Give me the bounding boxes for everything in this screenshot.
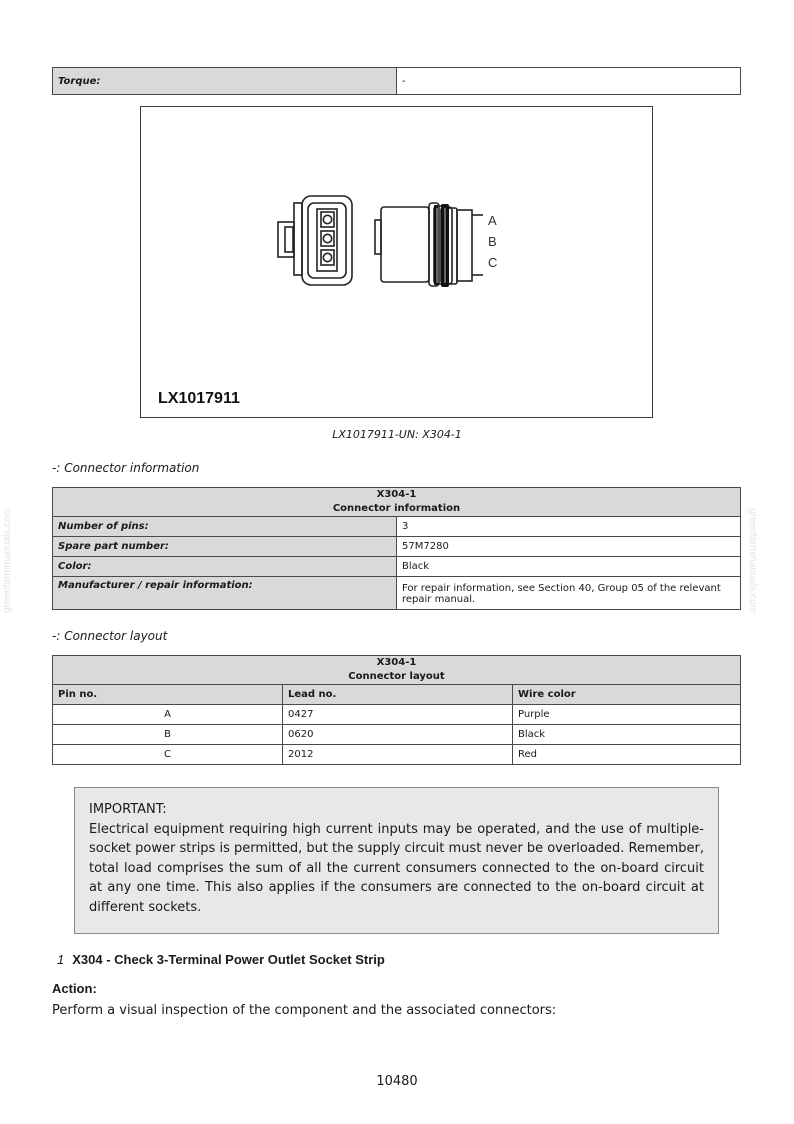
table-row <box>53 745 741 765</box>
wire-color-cell: Black <box>513 725 741 745</box>
pin-cell: A <box>53 705 283 725</box>
page-number: 10480 <box>376 1074 418 1089</box>
step-title: X304 - Check 3-Terminal Power Outlet Socket Strip <box>72 952 385 967</box>
connector-figure <box>140 106 653 418</box>
figure-caption: LX1017911-UN: X304-1 <box>332 428 462 441</box>
table-row <box>53 577 741 610</box>
layout-table-title <box>53 656 741 685</box>
table-row <box>53 557 741 577</box>
connector-layout-table <box>52 655 741 765</box>
table-row <box>53 537 741 557</box>
row-label: Spare part number: <box>53 537 397 557</box>
pin-cell: B <box>53 725 283 745</box>
column-header-pin: Pin no. <box>53 685 283 705</box>
table-row <box>53 517 741 537</box>
info-title-line1: X304-1 <box>376 489 417 500</box>
row-label: Color: <box>53 557 397 577</box>
important-heading: IMPORTANT: <box>89 802 167 817</box>
wire-color-cell: Purple <box>513 705 741 725</box>
row-value: 57M7280 <box>397 537 741 557</box>
pin-cell: C <box>53 745 283 765</box>
socket-body <box>381 207 429 282</box>
watermark-right: greenfarmmanuals.com <box>747 507 759 614</box>
action-text: Perform a visual inspection of the component and the associated connectors: <box>52 1003 557 1018</box>
row-label: Number of pins: <box>53 517 397 537</box>
connector-information-table <box>52 487 741 610</box>
layout-title-line1: X304-1 <box>376 657 417 668</box>
important-notice <box>74 787 719 934</box>
column-header-lead: Lead no. <box>283 685 513 705</box>
row-value: 3 <box>397 517 741 537</box>
important-body: Electrical equipment requiring high current inputs may be operated, and the use of multiple-socket power strips is permitted, but the supply circuit must never be overloaded. Remember, total load comprises the sum of all the current consumers connected to the on-board circuit at any one time. This also applies if the consumers are connected to the on-board circuit at different sockets. <box>89 821 704 915</box>
row-value: For repair information, see Section 40, Group 05 of the relevant repair manual. <box>397 577 741 610</box>
info-title-line2: Connector information <box>332 503 461 514</box>
lead-cell: 0620 <box>283 725 513 745</box>
lead-cell: 2012 <box>283 745 513 765</box>
figure-id-label: LX1017911 <box>158 390 240 407</box>
connector-information-label: -: Connector information <box>52 461 200 475</box>
table-row <box>53 705 741 725</box>
pin-label-c: C <box>488 255 498 270</box>
torque-table <box>52 67 741 95</box>
watermark-left: greenfarmmanuals.com <box>2 507 14 614</box>
row-label: Manufacturer / repair information: <box>53 577 397 610</box>
layout-title-line2: Connector layout <box>348 671 445 682</box>
torque-label: Torque: <box>53 68 397 95</box>
pin-label-b: B <box>488 234 497 249</box>
pin-label-a: A <box>488 213 497 228</box>
connector-drawing <box>141 107 651 416</box>
table-row <box>53 725 741 745</box>
wire-color-cell: Red <box>513 745 741 765</box>
column-header-wire-color: Wire color <box>513 685 741 705</box>
lead-cell: 0427 <box>283 705 513 725</box>
torque-value: - <box>397 68 741 95</box>
step-heading <box>57 952 385 967</box>
info-table-title <box>53 488 741 517</box>
action-label: Action: <box>52 981 97 996</box>
connector-layout-label: -: Connector layout <box>52 629 168 643</box>
row-value: Black <box>397 557 741 577</box>
step-number: 1 <box>57 952 65 967</box>
